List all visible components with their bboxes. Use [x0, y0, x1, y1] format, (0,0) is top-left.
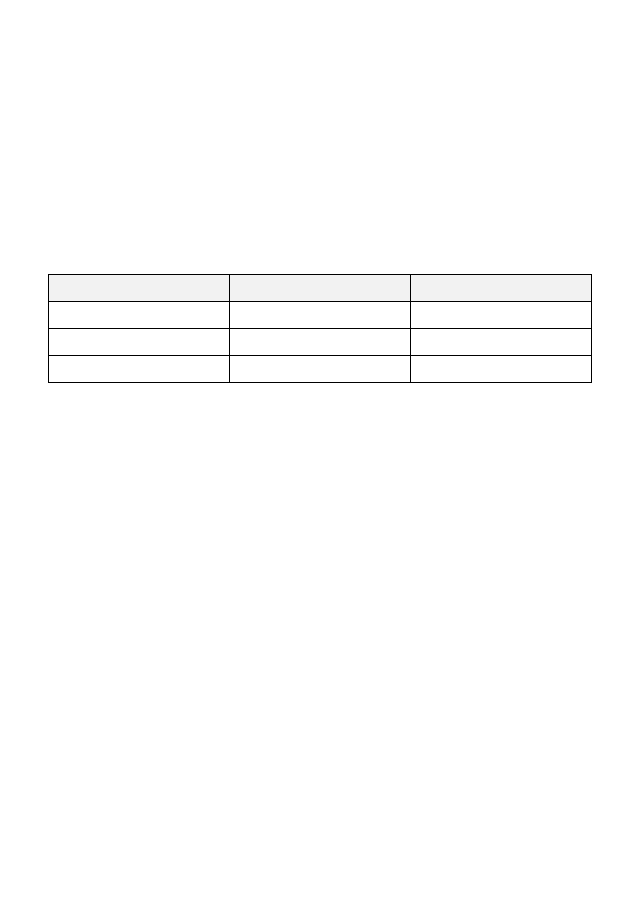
table-row [49, 329, 592, 356]
table-cell [411, 302, 592, 329]
table-cell [411, 329, 592, 356]
body-paragraph [48, 76, 592, 130]
table-row [49, 302, 592, 329]
table-cell [230, 356, 411, 383]
table-header-row [49, 275, 592, 302]
data-table [48, 274, 592, 383]
table-cell [230, 329, 411, 356]
table-header-cell [230, 275, 411, 302]
body-paragraph [48, 142, 592, 196]
table-cell [49, 302, 230, 329]
table-header-cell [411, 275, 592, 302]
table-cell [49, 356, 230, 383]
table-cell [49, 329, 230, 356]
table-cell [411, 356, 592, 383]
page-title [48, 40, 592, 62]
body-paragraph [48, 208, 592, 262]
table-header-cell [49, 275, 230, 302]
table-row [49, 356, 592, 383]
closing-paragraph [48, 395, 592, 449]
document-page [48, 40, 592, 461]
table-cell [230, 302, 411, 329]
